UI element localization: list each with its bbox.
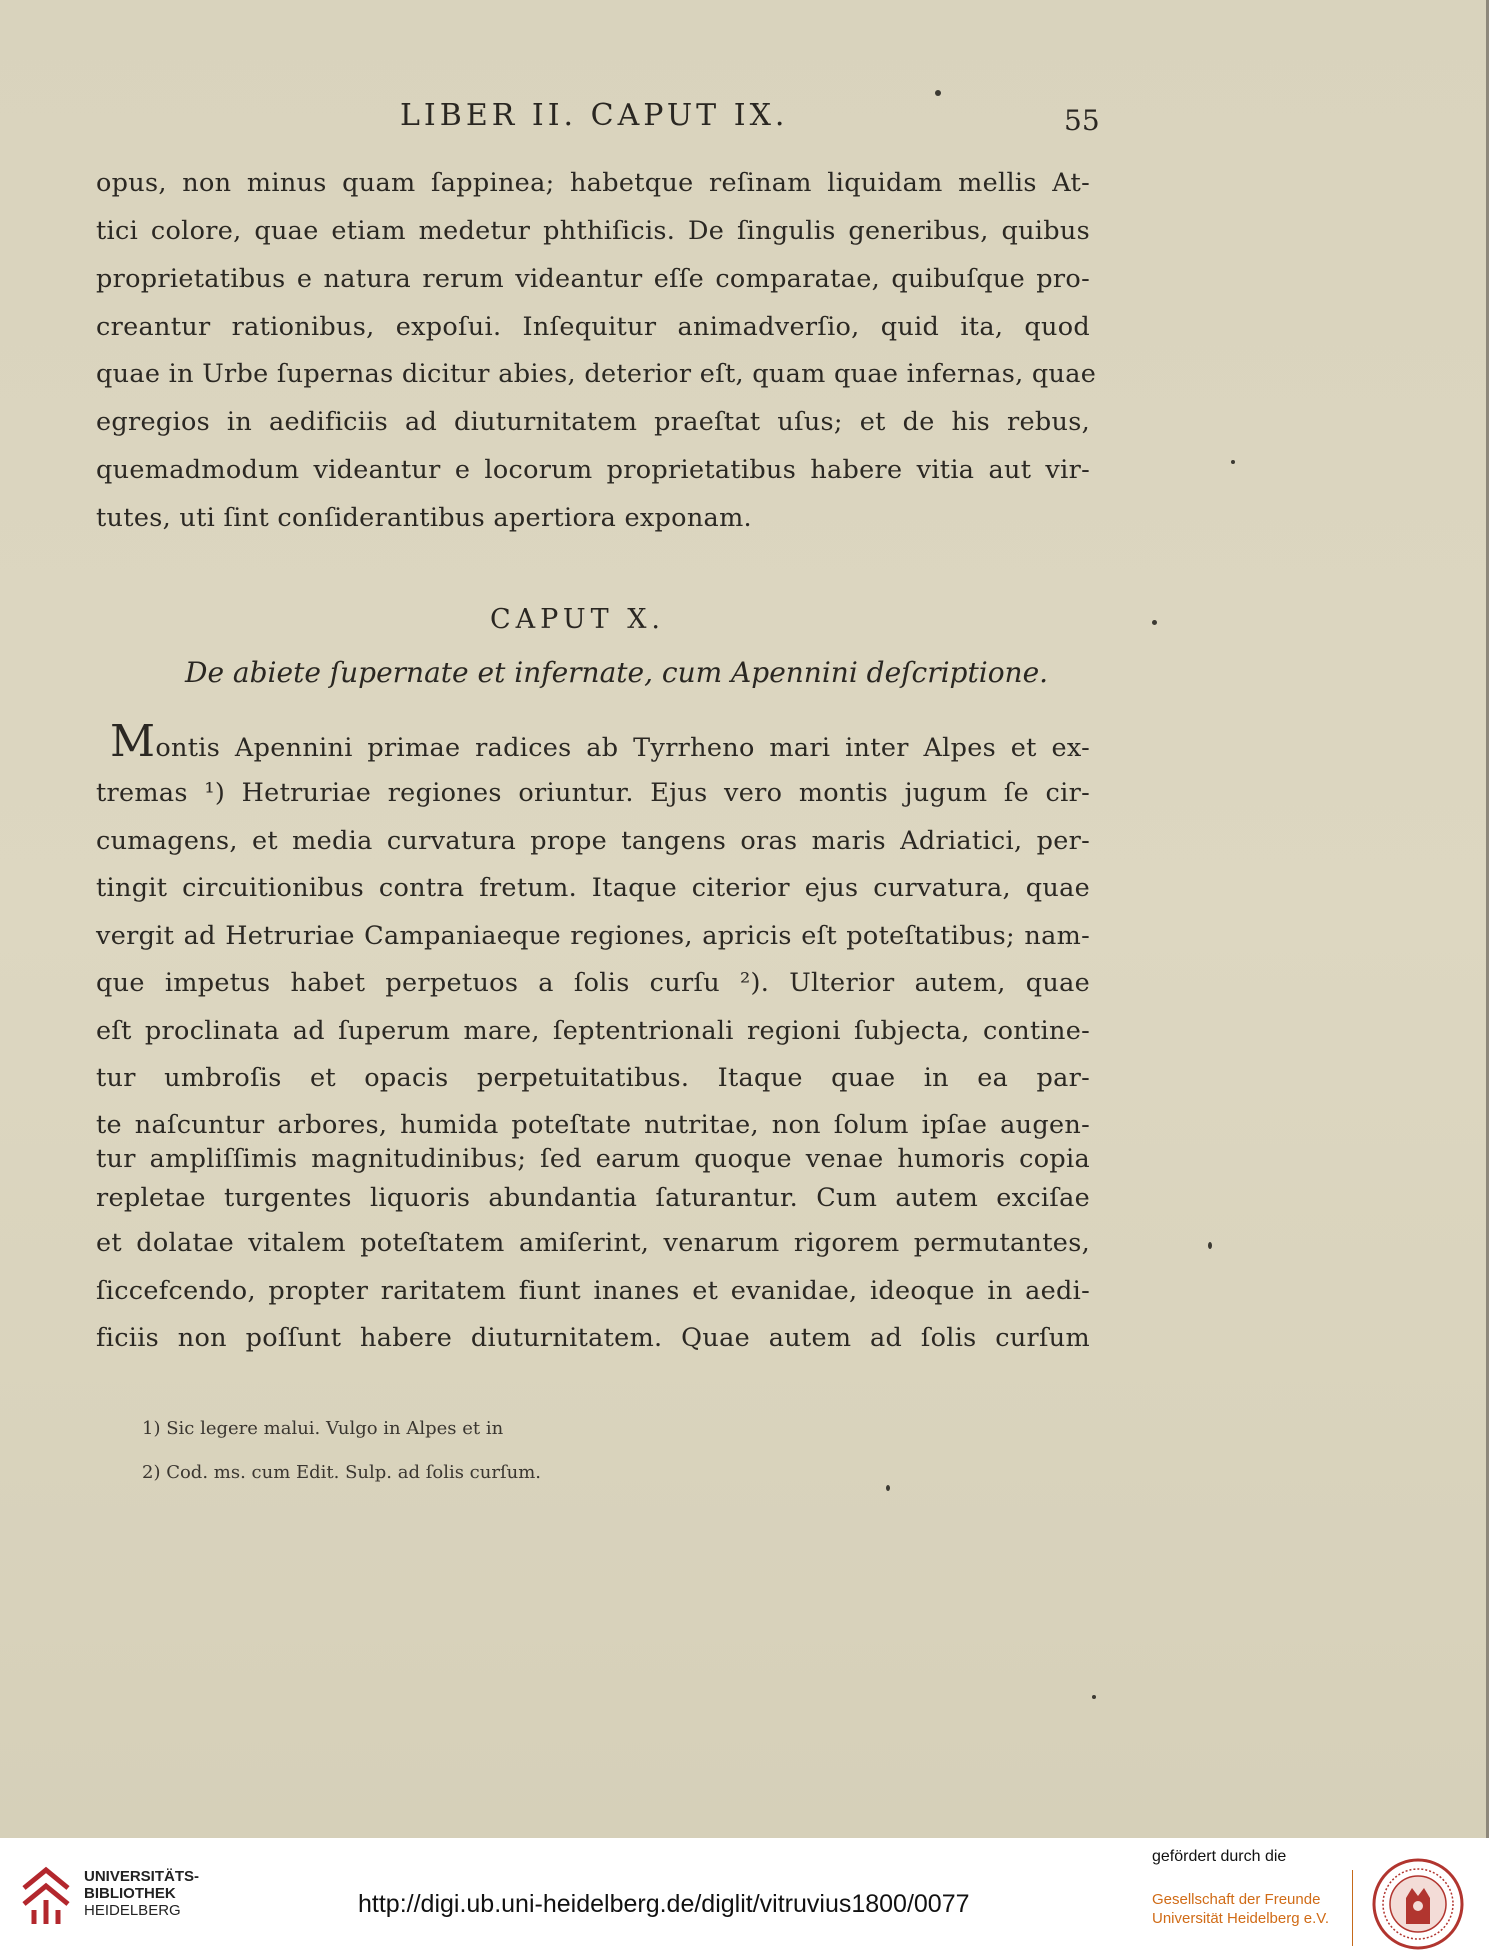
text-line: repletae turgentes liquoris abundantia ſaturantur. Cum autem exciſae <box>96 1183 1090 1213</box>
footnote-1: 1) Sic legere malui. Vulgo in Alpes et in <box>142 1418 504 1439</box>
first-line-text: ontis Apennini primae radices ab Tyrrheno mari inter Alpes et ex- <box>155 733 1090 763</box>
chapter-heading: CAPUT X. <box>490 604 665 635</box>
text-line: tingit circuitionibus contra fretum. Itaque citerior ejus curvatura, quae <box>96 873 1090 903</box>
first-text-line <box>110 716 1090 767</box>
chapter-subtitle: De abiete ſupernate et infernate, cum Apennini deſcriptione. <box>185 656 1049 689</box>
text-line: cumagens, et media curvatura prope tangens oras maris Adriatici, per- <box>96 826 1090 856</box>
library-name-line: BIBLIOTHEK <box>84 1885 176 1902</box>
text-line: vergit ad Hetruriae Campaniaeque regiones, apricis eſt poteſtatibus; nam- <box>96 921 1090 951</box>
page-number: 55 <box>1064 104 1100 137</box>
ink-speck <box>1231 460 1235 464</box>
ink-speck <box>886 1485 890 1491</box>
ink-speck <box>1092 1695 1096 1699</box>
funder-name-line: Gesellschaft der Freunde <box>1152 1891 1321 1908</box>
university-seal-icon <box>1372 1858 1464 1950</box>
text-line: opus, non minus quam ſappinea; habetque reſinam liquidam mellis At- <box>96 168 1090 198</box>
ink-speck <box>1208 1242 1212 1249</box>
text-line: eſt proclinata ad ſuperum mare, ſeptentrionali regioni ſubjecta, contine- <box>96 1016 1090 1046</box>
drop-cap: M <box>110 716 156 767</box>
funder-name-line: Universität Heidelberg e.V. <box>1152 1910 1330 1927</box>
ink-speck <box>935 90 941 96</box>
ink-speck <box>1152 620 1157 625</box>
text-line: tici colore, quae etiam medetur phthiſicis. De ſingulis generibus, quibus <box>96 216 1090 246</box>
permalink-url[interactable]: http://digi.ub.uni-heidelberg.de/diglit/vitruvius1800/0077 <box>358 1890 970 1918</box>
text-line: tutes, uti ſint conſiderantibus apertiora exponam. <box>96 503 752 533</box>
text-line: quemadmodum videantur e locorum proprietatibus habere vitia aut vir- <box>96 455 1090 485</box>
footnote-2: 2) Cod. ms. cum Edit. Sulp. ad ſolis curſum. <box>142 1462 541 1483</box>
text-line: tur umbroſis et opacis perpetuitatibus. Itaque quae in ea par- <box>96 1063 1090 1093</box>
funder-name <box>1152 1890 1329 1928</box>
text-line: tur ampliſſimis magnitudinibus; ſed earum quoque venae humoris copia <box>96 1144 1090 1174</box>
bottom-bar <box>0 1838 1489 1955</box>
running-header: LIBER II. CAPUT IX. <box>400 98 789 133</box>
divider <box>1352 1870 1353 1946</box>
text-line: egregios in aedificiis ad diuturnitatem praeſtat uſus; et de his rebus, <box>96 407 1090 437</box>
funded-by-label: gefördert durch die <box>1152 1848 1287 1865</box>
text-line: et dolatae vitalem poteſtatem amiſerint, venarum rigorem permutantes, <box>96 1228 1090 1258</box>
library-name-line: UNIVERSITÄTS- <box>84 1868 200 1885</box>
university-library-logo-icon <box>18 1860 74 1930</box>
text-line: que impetus habet perpetuos a ſolis curſu ²). Ulterior autem, quae <box>96 968 1090 998</box>
text-line: quae in Urbe ſupernas dicitur abies, deterior eſt, quam quae infernas, quae <box>96 359 1097 389</box>
text-line: te naſcuntur arbores, humida poteſtate nutritae, non ſolum ipſae augen- <box>96 1110 1090 1140</box>
text-line: ſiccefcendo, propter raritatem fiunt inanes et evanidae, ideoque in aedi- <box>96 1276 1090 1306</box>
text-line: ficiis non poſſunt habere diuturnitatem. Quae autem ad ſolis curſum <box>96 1323 1090 1353</box>
text-line: proprietatibus e natura rerum videantur eſſe comparatae, quibuſque pro- <box>96 264 1090 294</box>
library-name-line: HEIDELBERG <box>84 1902 181 1919</box>
text-line: creantur rationibus, expoſui. Inſequitur animadverſio, quid ita, quod <box>96 312 1090 342</box>
library-name <box>84 1868 199 1919</box>
text-line: tremas ¹) Hetruriae regiones oriuntur. Ejus vero montis jugum ſe cir- <box>96 778 1090 808</box>
